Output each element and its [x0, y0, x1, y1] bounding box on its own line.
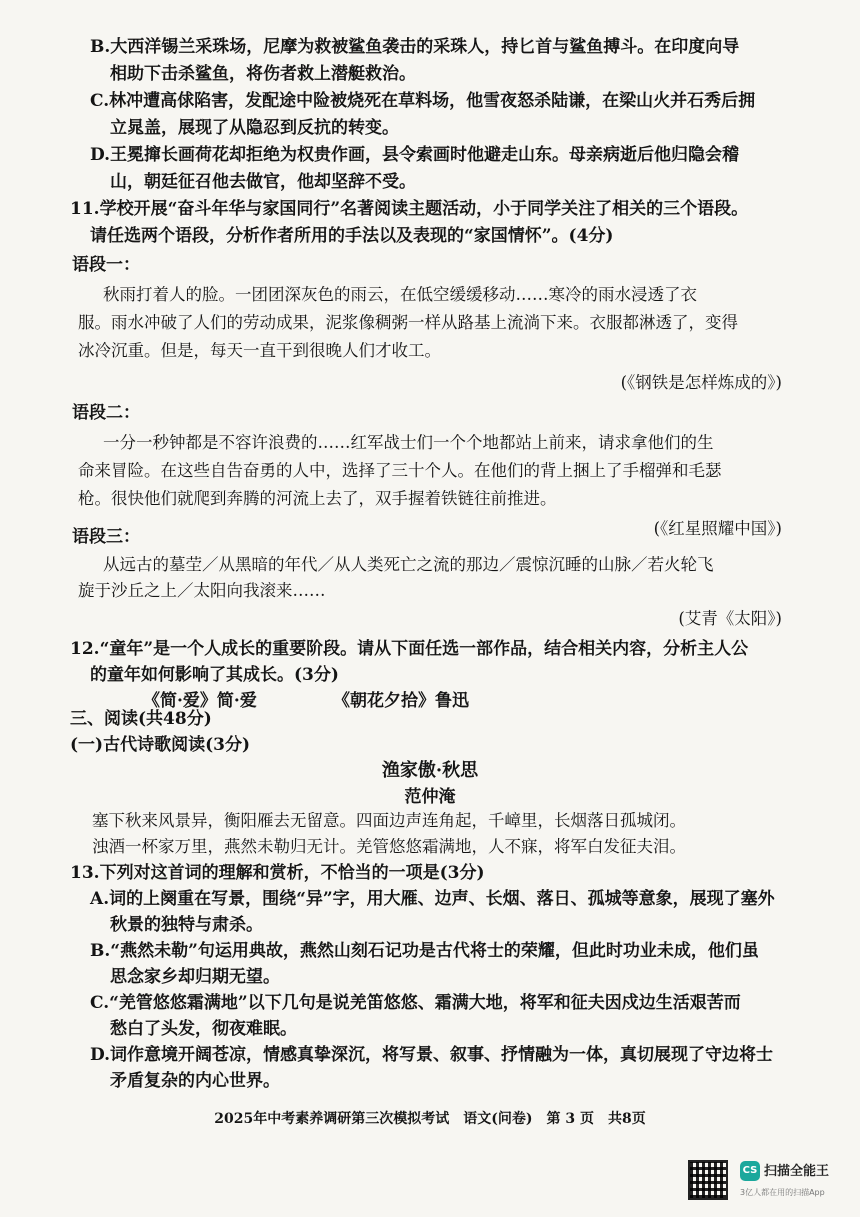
q12-prompt-line2: 的童年如何影响了其成长。(3分) [90, 665, 339, 685]
q13-prompt: 13.下列对这首词的理解和赏析，不恰当的一项是(3分) [70, 863, 485, 883]
q11-passage3-label: 语段三： [72, 527, 140, 547]
scanner-qr-code [688, 1160, 728, 1200]
camscanner-tagline: 3亿人都在用的扫描App [740, 1188, 825, 1197]
q11-passage1-line1: 秋雨打着人的脸。一团团深灰色的雨云，在低空缓缓移动……寒冷的雨水浸透了衣 [103, 285, 697, 304]
poem-line1: 塞下秋来风景异，衡阳雁去无留意。四面边声连角起，千嶂里，长烟落日孤城闭。 [92, 811, 686, 830]
q12-work-jane-eyre: 《简·爱》简·爱 [143, 691, 257, 711]
q12-work-morning-blossoms: 《朝花夕拾》鲁迅 [333, 691, 469, 711]
q11-passage2-line1: 一分一秒钟都是不容许浪费的……红军战士们一个个地都站上前来，请求拿他们的生 [103, 433, 714, 452]
q13-option-a-line1: A.词的上阕重在写景，围绕“异”字，用大雁、边声、长烟、落日、孤城等意象，展现了塞外 [90, 889, 775, 909]
q11-passage2-line2: 命来冒险。在这些自告奋勇的人中，选择了三十个人。在他们的背上捆上了手榴弹和毛瑟 [78, 461, 722, 480]
q11-passage3-source: (艾青《太阳》) [678, 609, 782, 628]
q13-option-a-line2: 秋景的独特与肃杀。 [110, 915, 263, 935]
q11-passage1-line2: 服。雨水冲破了人们的劳动成果，泥浆像稠粥一样从路基上流淌下来。衣服都淋透了，变得 [78, 313, 738, 332]
q11-passage1-line3: 冰冷沉重。但是，每天一直干到很晚人们才收工。 [78, 341, 441, 360]
q11-prompt-line2: 请任选两个语段，分析作者所用的手法以及表现的“家国情怀”。(4分) [90, 226, 614, 246]
q11-passage1-label: 语段一： [72, 255, 140, 275]
poem-line2: 浊酒一杯家万里，燕然未勒归无计。羌管悠悠霜满地，人不寐，将军白发征夫泪。 [92, 837, 686, 856]
q11-passage2-line3: 枪。很快他们就爬到奔腾的河流上去了，双手握着铁链往前推进。 [78, 489, 557, 508]
q10-option-c-line2: 立晁盖，展现了从隐忍到反抗的转变。 [110, 118, 399, 138]
q13-option-c-line2: 愁白了头发，彻夜难眠。 [110, 1019, 297, 1039]
q11-prompt-line1: 11.学校开展“奋斗年华与家国同行”名著阅读主题活动，小于同学关注了相关的三个语段。 [70, 199, 749, 219]
q11-passage3-line1: 从远古的墓茔／从黑暗的年代／从人类死亡之流的那边／震惊沉睡的山脉／若火轮飞 [103, 555, 714, 574]
camscanner-logo-icon: CS [740, 1161, 760, 1181]
q10-option-c-line1: C.林冲遭高俅陷害，发配途中险被烧死在草料场，他雪夜怒杀陆谦，在梁山火并石秀后拥 [90, 91, 756, 111]
poem-title: 渔家傲·秋思 [381, 760, 479, 781]
q11-passage2-label: 语段二： [72, 403, 140, 423]
camscanner-app-name: 扫描全能王 [764, 1164, 830, 1179]
q11-passage1-source: (《钢铁是怎样炼成的》) [620, 373, 782, 392]
q10-option-b-line2: 相助下击杀鲨鱼，将伤者救上潜艇救治。 [110, 64, 416, 84]
section3-title: 三、阅读(共48分) [70, 709, 212, 729]
q13-option-d-line2: 矛盾复杂的内心世界。 [110, 1071, 280, 1091]
q10-option-d-line1: D.王冕撺长画荷花却拒绝为权贵作画，县令索画时他避走山东。母亲病逝后他归隐会稽 [90, 145, 740, 165]
q11-passage2-source: (《红星照耀中国》) [653, 519, 782, 538]
q13-option-b-line1: B.“燕然未勒”句运用典故，燕然山刻石记功是古代将士的荣耀，但此时功业未成，他们虽 [90, 941, 759, 961]
q13-option-c-line1: C.“羌管悠悠霜满地”以下几句是说羌笛悠悠、霜满大地，将军和征夫因戍边生活艰苦而 [90, 993, 741, 1013]
section3-subtitle: (一)古代诗歌阅读(3分) [70, 735, 251, 755]
q11-passage3-line2: 旋于沙丘之上／太阳向我滚来…… [78, 581, 326, 600]
q10-option-d-line2: 山，朝廷征召他去做官，他却坚辞不受。 [110, 172, 416, 192]
page-footer: 2025年中考素养调研第三次模拟考试 语文(问卷) 第 3 页 共8页 [214, 1111, 646, 1127]
q10-option-b-line1: B.大西洋锡兰采珠场，尼摩为救被鲨鱼袭击的采珠人，持匕首与鲨鱼搏斗。在印度向导 [90, 37, 740, 57]
q13-option-d-line1: D.词作意境开阔苍凉，情感真挚深沉，将写景、叙事、抒情融为一体，真切展现了守边将士 [90, 1045, 774, 1065]
poem-author: 范仲淹 [404, 787, 456, 807]
q12-prompt-line1: 12.“童年”是一个人成长的重要阶段。请从下面任选一部作品，结合相关内容，分析主人公 [70, 639, 749, 659]
q13-option-b-line2: 思念家乡却归期无望。 [110, 967, 280, 987]
